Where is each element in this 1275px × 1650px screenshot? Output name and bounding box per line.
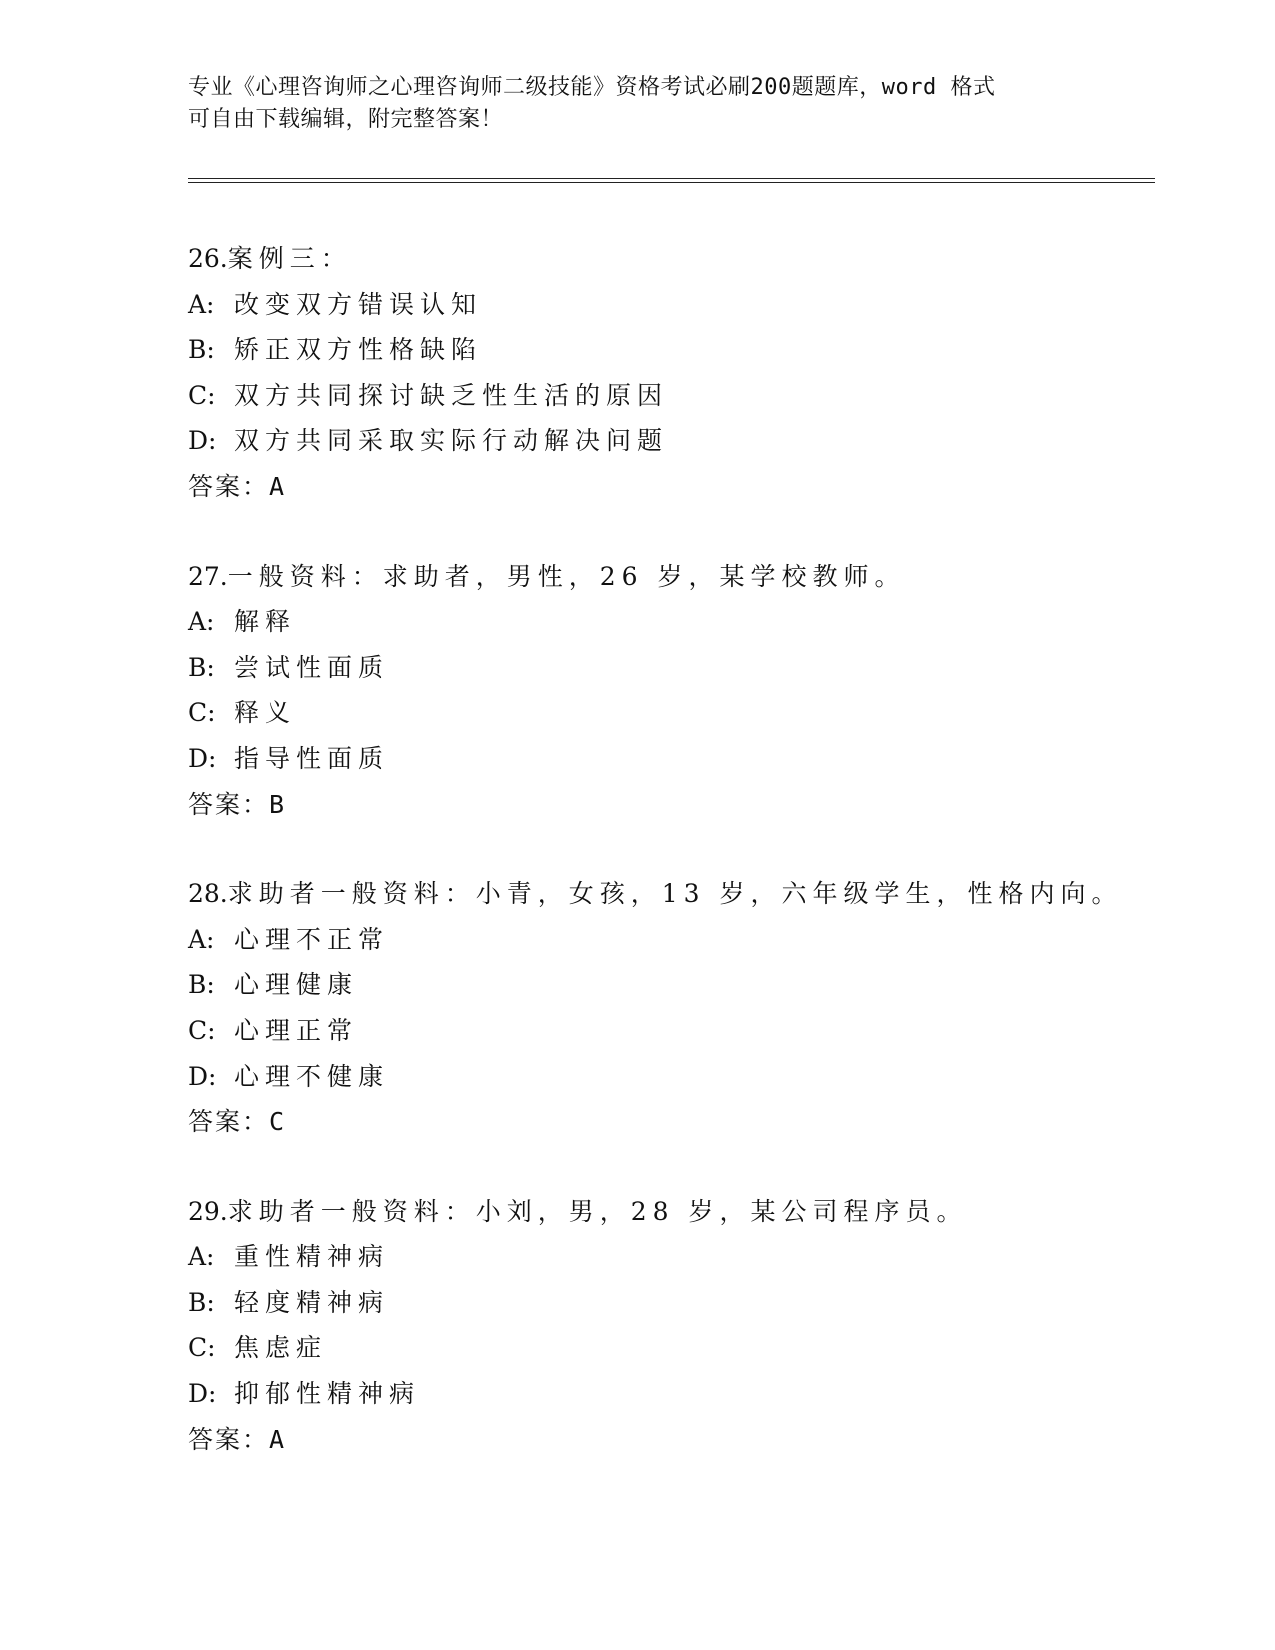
option-letter: B: [188, 652, 215, 682]
option-b [188, 645, 1148, 691]
option-d [188, 736, 1148, 782]
question-text: 一般资料：求助者，男性，26 岁，某学校教师。 [227, 561, 906, 591]
answer-label: 答案： [188, 1107, 270, 1137]
option-text: 尝试性面质 [234, 652, 390, 682]
option-letter: B: [188, 970, 215, 1000]
option-text: 焦虑症 [234, 1333, 328, 1363]
option-b [188, 327, 1148, 373]
option-letter: A: [188, 607, 215, 637]
question-28 [188, 871, 1148, 1145]
question-stem [188, 871, 1148, 917]
option-letter: D: [188, 426, 217, 456]
option-letter: D: [188, 743, 217, 773]
option-a [188, 1234, 1148, 1280]
option-text: 轻度精神病 [234, 1287, 390, 1317]
option-letter: C: [188, 1015, 216, 1045]
option-d [188, 418, 1148, 464]
question-number: 26. [188, 244, 228, 273]
answer-value: A [269, 471, 287, 501]
option-letter: C: [188, 698, 216, 728]
header-divider-bottom [188, 182, 1155, 183]
header-line-2: 可自由下载编辑，附完整答案！ [188, 107, 504, 132]
option-text: 改变双方错误认知 [234, 289, 483, 319]
option-c [188, 690, 1148, 736]
option-text: 矫正双方性格缺陷 [234, 335, 483, 365]
option-c [188, 1008, 1148, 1054]
question-number: 27. [188, 561, 228, 591]
answer-line [188, 782, 1148, 828]
answer-line [188, 1099, 1148, 1145]
option-text: 重性精神病 [234, 1242, 390, 1272]
header-line-1: 专业《心理咨询师之心理咨询师二级技能》资格考试必刷200题题库，word 格式 [188, 75, 996, 100]
option-letter: A: [188, 289, 215, 319]
question-stem [188, 236, 1148, 282]
option-text: 心理健康 [234, 970, 359, 1000]
option-letter: D: [188, 1379, 217, 1409]
header-divider-top [188, 178, 1155, 179]
question-text: 求助者一般资料：小刘，男，28 岁，某公司程序员。 [227, 1196, 968, 1226]
option-text: 解释 [234, 607, 297, 637]
answer-line [188, 1417, 1148, 1463]
option-text: 抑郁性精神病 [234, 1379, 421, 1409]
answer-label: 答案： [188, 789, 270, 819]
answer-label: 答案： [188, 471, 270, 501]
option-text: 双方共同探讨缺乏性生活的原因 [234, 380, 669, 410]
option-d [188, 1371, 1148, 1417]
answer-line [188, 464, 1148, 510]
option-letter: A: [188, 1242, 215, 1272]
question-number: 29. [188, 1196, 228, 1226]
option-letter: C: [188, 1333, 216, 1363]
option-text: 心理不健康 [234, 1061, 390, 1091]
question-stem [188, 554, 1148, 600]
option-c [188, 1325, 1148, 1371]
option-letter: C: [188, 380, 216, 410]
question-26 [188, 236, 1148, 510]
option-text: 双方共同采取实际行动解决问题 [234, 426, 669, 456]
question-27 [188, 554, 1148, 828]
answer-value: B [269, 789, 287, 819]
option-a [188, 599, 1148, 645]
option-letter: A: [188, 924, 215, 954]
option-text: 指导性面质 [234, 743, 390, 773]
answer-value: C [269, 1107, 287, 1137]
question-text: 案例三： [227, 244, 352, 273]
option-b [188, 962, 1148, 1008]
option-letter: B: [188, 335, 215, 365]
question-stem [188, 1189, 1148, 1235]
option-b [188, 1280, 1148, 1326]
option-text: 心理正常 [234, 1015, 359, 1045]
question-number: 28. [188, 879, 228, 909]
answer-label: 答案： [188, 1424, 270, 1454]
question-text: 求助者一般资料：小青，女孩，13 岁，六年级学生，性格内向。 [227, 879, 1123, 909]
question-list [188, 236, 1148, 1506]
document-header [188, 72, 1088, 136]
option-letter: D: [188, 1061, 217, 1091]
option-a [188, 282, 1148, 328]
question-29 [188, 1189, 1148, 1463]
option-text: 心理不正常 [234, 924, 390, 954]
option-letter: B: [188, 1287, 215, 1317]
option-a [188, 917, 1148, 963]
option-c [188, 373, 1148, 419]
option-text: 释义 [234, 698, 297, 728]
option-d [188, 1054, 1148, 1100]
answer-value: A [269, 1424, 287, 1454]
